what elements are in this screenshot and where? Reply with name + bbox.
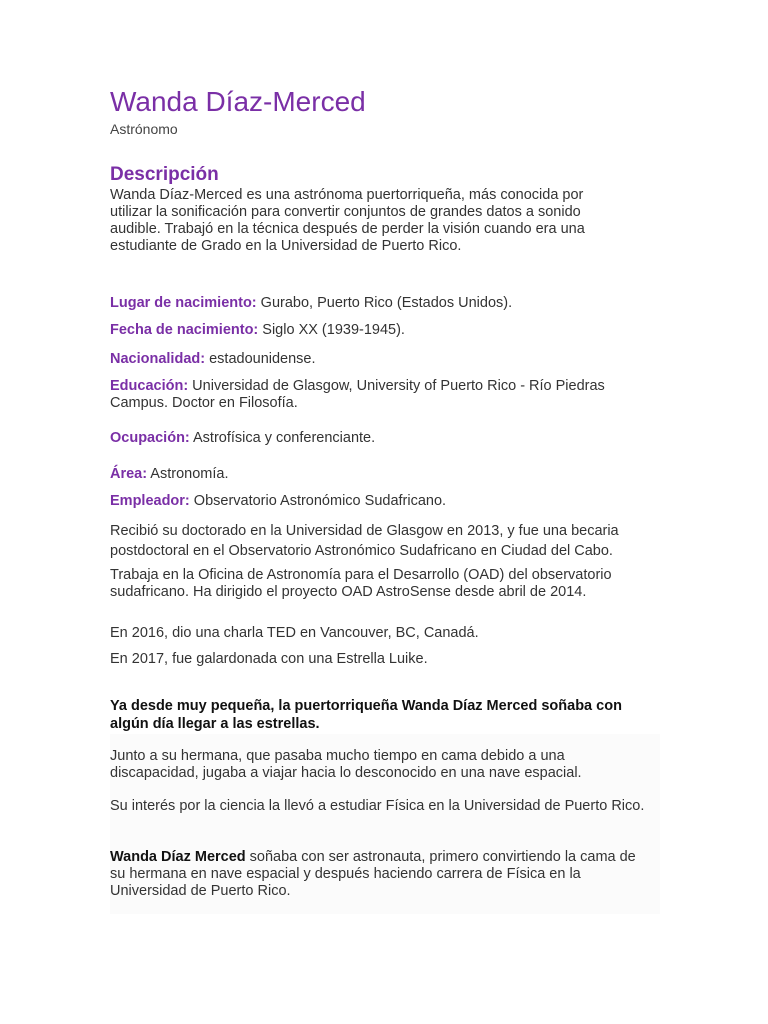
area-label: Área: — [110, 466, 148, 482]
area-value: Astronomía. — [147, 466, 229, 482]
birthplace-value: Gurabo, Puerto Rico (Estados Unidos). — [256, 295, 513, 311]
ted-paragraph: En 2016, dio una charla TED en Vancouver, BC, Canadá. — [110, 625, 479, 641]
birthplace-field — [110, 295, 660, 312]
story-final-paragraph — [110, 849, 650, 900]
description-text: Wanda Díaz-Merced es una astrónoma puertorriqueña, más conocida por utilizar la sonificación para convertir conjuntos de grandes datos a sonido audible. Trabajó en la técnica después de perder la visión cuando era una estudiante de Grado en la Universidad de Puerto Rico. — [110, 187, 585, 254]
occupation-value: Astrofísica y conferenciante. — [189, 430, 376, 446]
story-lead: Ya desde muy pequeña, la puertorriqueña Wanda Díaz Merced soñaba con algún día llegar a las estrellas. — [110, 698, 622, 732]
birthdate-value: Siglo XX (1939-1945). — [258, 322, 405, 338]
education-field — [110, 378, 660, 412]
birthdate-field — [110, 322, 660, 339]
occupation-field — [110, 430, 660, 447]
education-label: Educación: — [110, 378, 189, 394]
education-value: Universidad de Glasgow, University of Puerto Rico - Río Piedras Campus. Doctor en Filosofía. — [110, 378, 605, 411]
page-title: Wanda Díaz-Merced — [110, 86, 366, 117]
page-subtitle: Astrónomo — [110, 121, 178, 137]
birthplace-label: Lugar de nacimiento: — [110, 295, 257, 311]
story-sister-paragraph: Junto a su hermana, que pasaba mucho tiempo en cama debido a una discapacidad, jugaba a viajar hacia lo desconocido en una nave espacial. — [110, 748, 582, 781]
description-heading: Descripción — [110, 164, 219, 185]
nationality-value: estadounidense. — [205, 351, 316, 367]
area-field — [110, 466, 660, 483]
doctorate-paragraph: Recibió su doctorado en la Universidad de Glasgow en 2013, y fue una becaria postdoctoral en el Observatorio Astronómico Sudafricano en Ciudad del Cabo. — [110, 523, 619, 559]
oad-paragraph: Trabaja en la Oficina de Astronomía para el Desarrollo (OAD) del observatorio sudafricano. Ha dirigido el proyecto OAD AstroSense desde abril de 2014. — [110, 567, 612, 600]
story-final-text: soñaba con ser astronauta, primero convirtiendo la cama de su hermana en nave espacial y después haciendo carrera de Física en la Universidad de Puerto Rico. — [110, 849, 636, 899]
award-paragraph: En 2017, fue galardonada con una Estrella Luike. — [110, 651, 428, 667]
story-final-name: Wanda Díaz Merced — [110, 849, 246, 865]
employer-label: Empleador: — [110, 493, 190, 509]
employer-value: Observatorio Astronómico Sudafricano. — [189, 493, 447, 509]
employer-field — [110, 493, 660, 510]
birthdate-label: Fecha de nacimiento: — [110, 322, 259, 338]
nationality-field — [110, 351, 660, 368]
occupation-label: Ocupación: — [110, 430, 190, 446]
story-science-paragraph: Su interés por la ciencia la llevó a estudiar Física en la Universidad de Puerto Rico. — [110, 798, 645, 814]
nationality-label: Nacionalidad: — [110, 351, 206, 367]
